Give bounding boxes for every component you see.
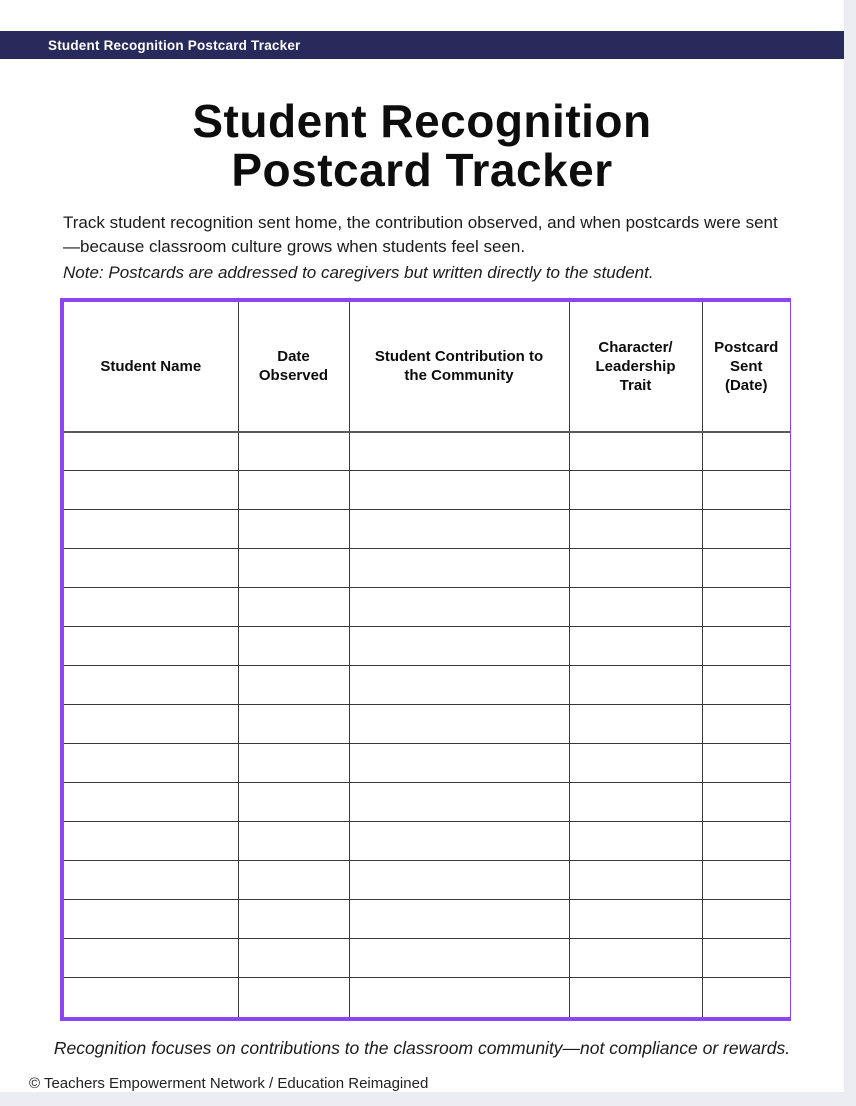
empty-cell bbox=[238, 861, 349, 900]
empty-cell bbox=[702, 432, 790, 471]
header-bar-title: Student Recognition Postcard Tracker bbox=[48, 37, 301, 53]
empty-row bbox=[64, 822, 790, 861]
empty-row bbox=[64, 978, 790, 1017]
empty-cell bbox=[64, 627, 238, 666]
empty-cell bbox=[64, 471, 238, 510]
empty-cell bbox=[349, 588, 569, 627]
empty-cell bbox=[349, 744, 569, 783]
empty-cell bbox=[569, 627, 702, 666]
empty-row bbox=[64, 666, 790, 705]
empty-row bbox=[64, 588, 790, 627]
empty-cell bbox=[64, 900, 238, 939]
empty-cell bbox=[238, 432, 349, 471]
empty-cell bbox=[64, 666, 238, 705]
empty-row bbox=[64, 627, 790, 666]
empty-cell bbox=[569, 861, 702, 900]
empty-cell bbox=[349, 510, 569, 549]
empty-cell bbox=[238, 744, 349, 783]
empty-cell bbox=[64, 939, 238, 978]
empty-cell bbox=[64, 705, 238, 744]
empty-cell bbox=[349, 705, 569, 744]
page-title-line-1: Student Recognition bbox=[192, 95, 652, 147]
page-title bbox=[0, 97, 844, 195]
empty-cell bbox=[702, 471, 790, 510]
empty-cell bbox=[238, 471, 349, 510]
col-header-character-leadership-trait: Character/ Leadership Trait bbox=[569, 302, 702, 432]
empty-cell bbox=[702, 549, 790, 588]
col-header-student-contribution: Student Contribution to the Community bbox=[349, 302, 569, 432]
empty-row bbox=[64, 783, 790, 822]
empty-cell bbox=[349, 627, 569, 666]
empty-cell bbox=[64, 549, 238, 588]
copyright-line: © Teachers Empowerment Network / Education Reimagined bbox=[29, 1074, 429, 1092]
tracker-table bbox=[64, 302, 790, 1017]
page-title-line-2: Postcard Tracker bbox=[231, 143, 613, 196]
empty-row bbox=[64, 861, 790, 900]
empty-cell bbox=[64, 432, 238, 471]
empty-cell bbox=[238, 939, 349, 978]
empty-cell bbox=[702, 588, 790, 627]
empty-cell bbox=[238, 588, 349, 627]
empty-cell bbox=[349, 939, 569, 978]
empty-cell bbox=[702, 627, 790, 666]
empty-cell bbox=[349, 861, 569, 900]
empty-row bbox=[64, 471, 790, 510]
empty-cell bbox=[702, 783, 790, 822]
empty-cell bbox=[702, 822, 790, 861]
empty-cell bbox=[64, 822, 238, 861]
empty-cell bbox=[702, 861, 790, 900]
intro-line-2: —because classroom culture grows when students feel seen. bbox=[63, 236, 526, 256]
empty-cell bbox=[64, 861, 238, 900]
empty-cell bbox=[702, 900, 790, 939]
empty-cell bbox=[238, 510, 349, 549]
empty-cell bbox=[569, 744, 702, 783]
col-header-date-observed: Date Observed bbox=[238, 302, 349, 432]
empty-cell bbox=[569, 549, 702, 588]
col-header-postcard-sent-date: Postcard Sent (Date) bbox=[702, 302, 790, 432]
empty-cell bbox=[238, 627, 349, 666]
empty-cell bbox=[569, 900, 702, 939]
empty-row bbox=[64, 549, 790, 588]
empty-row bbox=[64, 432, 790, 471]
empty-cell bbox=[569, 978, 702, 1017]
empty-row bbox=[64, 939, 790, 978]
empty-cell bbox=[349, 549, 569, 588]
empty-cell bbox=[569, 510, 702, 549]
table-header-row bbox=[64, 302, 790, 432]
col-header-student-name: Student Name bbox=[64, 302, 238, 432]
empty-row bbox=[64, 705, 790, 744]
empty-cell bbox=[64, 510, 238, 549]
empty-cell bbox=[569, 432, 702, 471]
table-body bbox=[64, 432, 790, 1017]
empty-cell bbox=[702, 978, 790, 1017]
empty-cell bbox=[238, 900, 349, 939]
empty-cell bbox=[349, 666, 569, 705]
empty-cell bbox=[702, 744, 790, 783]
empty-cell bbox=[349, 783, 569, 822]
empty-cell bbox=[64, 588, 238, 627]
empty-cell bbox=[569, 939, 702, 978]
intro-line-1: Track student recognition sent home, the contribution observed, and when postcards were sent bbox=[63, 212, 778, 232]
empty-cell bbox=[64, 744, 238, 783]
empty-cell bbox=[349, 900, 569, 939]
empty-cell bbox=[569, 783, 702, 822]
tracker-table-frame bbox=[60, 298, 791, 1021]
empty-cell bbox=[238, 705, 349, 744]
empty-cell bbox=[569, 705, 702, 744]
footer-tagline: Recognition focuses on contributions to the classroom community—not compliance or rewards. bbox=[53, 1037, 791, 1058]
empty-cell bbox=[569, 471, 702, 510]
empty-cell bbox=[238, 666, 349, 705]
empty-cell bbox=[238, 978, 349, 1017]
empty-row bbox=[64, 510, 790, 549]
empty-cell bbox=[238, 783, 349, 822]
intro-paragraph bbox=[63, 211, 792, 259]
empty-cell bbox=[349, 432, 569, 471]
empty-cell bbox=[64, 978, 238, 1017]
empty-cell bbox=[349, 471, 569, 510]
empty-cell bbox=[238, 822, 349, 861]
empty-cell bbox=[238, 549, 349, 588]
empty-cell bbox=[569, 666, 702, 705]
empty-row bbox=[64, 744, 790, 783]
empty-row bbox=[64, 900, 790, 939]
empty-cell bbox=[349, 978, 569, 1017]
empty-cell bbox=[64, 783, 238, 822]
note-line: Note: Postcards are addressed to caregivers but written directly to the student. bbox=[63, 262, 654, 282]
empty-cell bbox=[569, 588, 702, 627]
empty-cell bbox=[702, 705, 790, 744]
empty-cell bbox=[702, 666, 790, 705]
empty-cell bbox=[569, 822, 702, 861]
empty-cell bbox=[702, 510, 790, 549]
document-header-bar bbox=[0, 31, 844, 59]
empty-cell bbox=[349, 822, 569, 861]
empty-cell bbox=[702, 939, 790, 978]
